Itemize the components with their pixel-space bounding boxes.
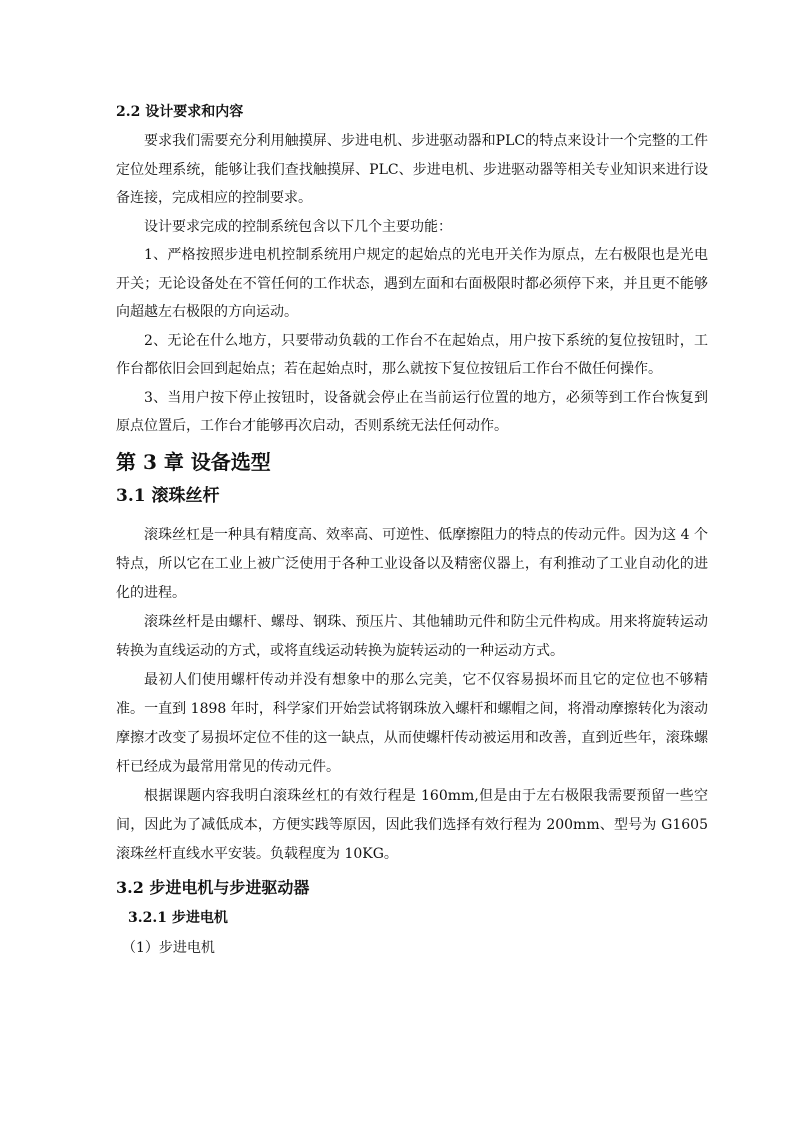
section-3-1-paragraph-1: 滚珠丝杠是一种具有精度高、效率高、可逆性、低摩擦阻力的特点的传动元件。因为这 4 个特点，所以它在工业上被广泛使用于各种工业设备以及精密仪器上，有利推动了工业自动化的进化的进程。 <box>116 526 708 601</box>
section-3-1-paragraph-2: 滚珠丝杆是由螺杆、螺母、钢珠、预压片、其他辅助元件和防尘元件构成。用来将旋转运动转换为直线运动的方式，或将直线运动转换为旋转运动的一种运动方式。 <box>116 613 708 659</box>
section-2-2-heading: 2.2 设计要求和内容 <box>116 104 244 120</box>
page-content <box>116 97 708 963</box>
section-2-2-paragraph-3: 1、严格按照步进电机控制系统用户规定的起始点的光电开关作为原点，左右极限也是光电开关；无论设备处在不管任何的工作状态，遇到左面和右面极限时都必须停下来，并且更不能够向超越左右极限的方向运动。 <box>116 247 708 320</box>
section-3-1-heading: 3.1 滚珠丝杆 <box>116 485 220 506</box>
section-3-2-1-heading: 3.2.1 步进电机 <box>128 909 228 926</box>
section-2-2-paragraph-2: 设计要求完成的控制系统包含以下几个主要功能： <box>144 218 452 235</box>
list-item-stepper-motor: （1）步进电机 <box>122 939 215 956</box>
section-2-2-paragraph-1: 要求我们需要充分利用触摸屏、步进电机、步进驱动器和PLC的特点来设计一个完整的工件定位处理系统，能够让我们查找触摸屏、PLC、步进电机、步进驱动器等相关专业知识来进行设备连接，完成相应的控制要求。 <box>116 133 708 206</box>
chapter-3-heading: 第 3 章 设备选型 <box>116 449 271 474</box>
section-2-2-paragraph-5: 3、当用户按下停止按钮时，设备就会停止在当前运行位置的地方，必须等到工作台恢复到原点位置后，工作台才能够再次启动，否则系统无法任何动作。 <box>116 389 708 434</box>
section-2-2-paragraph-4: 2、无论在什么地方，只要带动负载的工作台不在起始点，用户按下系统的复位按钮时，工作台都依旧会回到起始点；若在起始点时，那么就按下复位按钮后工作台不做任何操作。 <box>116 332 708 377</box>
section-3-2-heading: 3.2 步进电机与步进驱动器 <box>116 877 310 897</box>
section-3-1-paragraph-4: 根据课题内容我明白滚珠丝杠的有效行程是 160mm,但是由于左右极限我需要预留一些空间，因此为了减低成本，方便实践等原因，因此我们选择有效行程为 200mm、型号为 G1605 滚珠丝杆直线水平安装。负载程度为 10KG。 <box>116 787 708 862</box>
section-3-1-paragraph-3: 最初人们使用螺杆传动并没有想象中的那么完美，它不仅容易损坏而且它的定位也不够精准。一直到 1898 年时，科学家们开始尝试将钢珠放入螺杆和螺帽之间，将滑动摩擦转化为滚动摩擦才改变了易损坏定位不佳的这一缺点，从而使螺杆传动被运用和改善，直到近些年，滚珠螺杆已经成为最常用常见的传动元件。 <box>116 671 708 775</box>
